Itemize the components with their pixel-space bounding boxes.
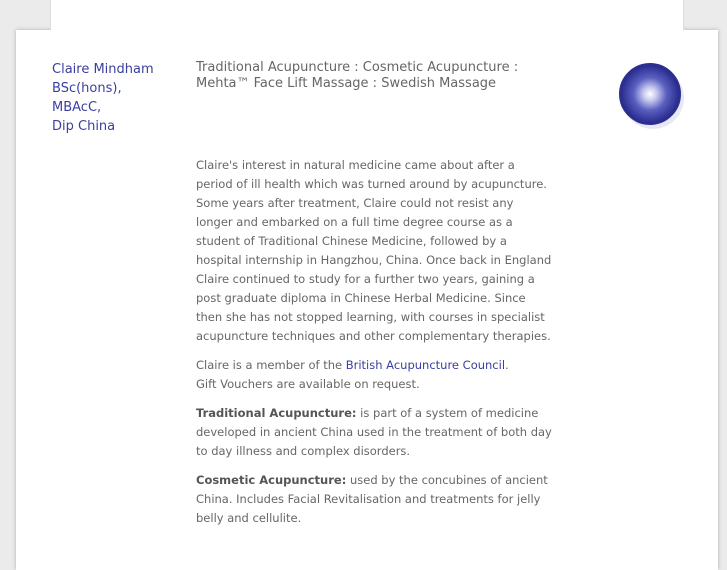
british-acupuncture-council-link[interactable]: British Acupuncture Council	[345, 358, 506, 372]
services-header	[196, 60, 526, 92]
services-line: Traditional Acupuncture : Cosmetic Acupuncture :	[196, 60, 519, 75]
cosmetic-acupuncture-text: used by the concubines of ancient China. Includes Facial Revitalisation and treatments for jelly belly and cellulite.	[196, 473, 548, 525]
top-tab-strip	[50, 0, 684, 30]
practitioner-name	[52, 60, 154, 136]
name-line: Claire Mindham	[52, 62, 154, 77]
qualification-line: BSc(hons),	[52, 81, 122, 96]
gift-vouchers-text: Gift Vouchers are available on request.	[196, 377, 420, 391]
intro-paragraph: Claire's interest in natural medicine came about after a period of ill health which was turned around by acupuncture. Some years after treatment, Claire could not resist any longer and embarked on a full time degree course as a student of Traditional Chinese Medicine, followed by a hospital internship in Hangzhou, China. Once back in England Claire continued to study for a further two years, gaining a post graduate diploma in Chinese Herbal Medicine. Since then she has not stopped learning, with courses in specialist acupuncture techniques and other complementary therapies.	[196, 158, 552, 343]
membership-paragraph	[196, 356, 552, 394]
cosmetic-acupuncture-title: Cosmetic Acupuncture:	[196, 473, 347, 487]
traditional-acupuncture-title: Traditional Acupuncture:	[196, 406, 357, 420]
qualification-line: MBAcC,	[52, 100, 102, 115]
member-suffix: .	[505, 358, 509, 372]
traditional-acupuncture-text: is part of a system of medicine developed in ancient China used in the treatment of both day to day illness and complex disorders.	[196, 406, 552, 458]
traditional-acupuncture-paragraph	[196, 404, 552, 461]
blue-sphere-logo-icon	[617, 62, 685, 130]
services-line: Mehta™ Face Lift Massage : Swedish Massage	[196, 76, 497, 91]
qualification-line: Dip China	[52, 119, 116, 134]
cosmetic-acupuncture-paragraph	[196, 471, 552, 528]
main-content	[196, 156, 552, 538]
member-prefix: Claire is a member of the	[196, 358, 346, 372]
